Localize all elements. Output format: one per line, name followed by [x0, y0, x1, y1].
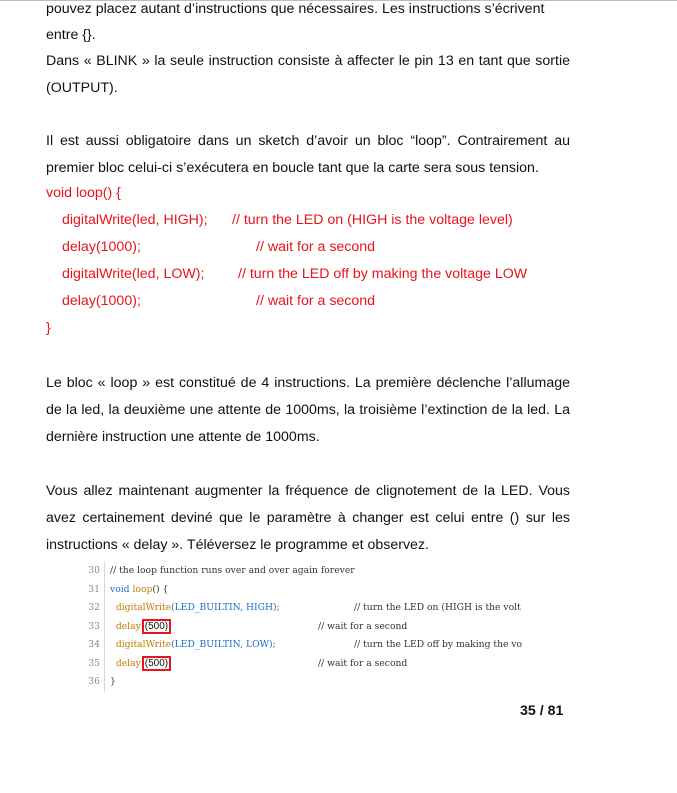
code-comment-3: // turn the LED off by making the voltage LOW [238, 266, 528, 282]
loop-intro-paragraph: Il est aussi obligatoire dans un sketch d’avoir un bloc “loop”. Contrairement au premier bloc celui-ci s’exécutera en boucle tant que la carte sera sous tension. [46, 133, 570, 176]
line-number: 34 [88, 639, 100, 650]
ide-text: () { [152, 583, 169, 595]
code-comment-1: // turn the LED on (HIGH is the voltage level) [232, 212, 513, 228]
line-number: 35 [88, 657, 100, 669]
ide-code-screenshot [74, 562, 574, 692]
ide-line-34 [110, 636, 276, 655]
code-comment-4: // wait for a second [256, 293, 376, 309]
task-paragraph: Vous allez maintenant augmenter la fréquence de clignotement de la LED. Vous avez certainement deviné que le paramètre à changer est celui entre () sur les instructions « delay ». Téléversez le programme et observez. [46, 483, 570, 553]
ide-function: delay [115, 620, 141, 632]
page-number: 35 / 81 [520, 703, 564, 719]
ide-line-31 [110, 581, 168, 600]
ide-comment-32: // turn the LED on (HIGH is the volt [354, 602, 521, 613]
line-number: 32 [88, 602, 100, 613]
ide-line-35 [110, 655, 172, 674]
ide-comment: // the loop function runs over and over again forever [110, 565, 355, 576]
highlight-box: (500) [142, 619, 171, 634]
line-number: 33 [88, 620, 100, 632]
ide-function: loop [132, 583, 153, 595]
code-stmt-1: digitalWrite(led, HIGH); [62, 212, 208, 228]
ide-comment-33: // wait for a second [318, 620, 408, 632]
ide-text: } [110, 676, 116, 687]
intro-line-2: entre {}. [46, 27, 96, 43]
ide-line-36 [110, 673, 116, 692]
ide-line-33 [110, 618, 172, 637]
highlight-box: (500) [142, 656, 171, 671]
ide-args: (LED_BUILTIN, LOW); [171, 639, 276, 650]
ide-gutter [74, 562, 105, 692]
ide-keyword: void [110, 583, 130, 595]
line-number: 30 [88, 565, 100, 576]
ide-function: digitalWrite [115, 639, 172, 650]
line-number: 31 [88, 583, 100, 595]
ide-args: (LED_BUILTIN, HIGH); [171, 602, 280, 613]
code-stmt-3: digitalWrite(led, LOW); [62, 266, 205, 282]
ide-line-30 [110, 562, 355, 581]
code-close: } [46, 320, 51, 336]
code-stmt-2: delay(1000); [62, 239, 141, 255]
intro-line-1: pouvez placez autant d’instructions que nécessaires. Les instructions s’écrivent [46, 1, 545, 17]
loop-explain-paragraph: Le bloc « loop » est constitué de 4 instructions. La première déclenche l’allumage de la led, la deuxième une attente de 1000ms, la troisième l’extinction de la led. La dernière instruction une attente de 1000ms. [46, 375, 570, 445]
ide-function: digitalWrite [115, 602, 172, 613]
ide-line-32 [110, 599, 280, 618]
code-open: void loop() { [46, 185, 121, 201]
ide-comment-34: // turn the LED off by making the vo [354, 639, 523, 650]
line-number: 36 [88, 676, 100, 687]
code-comment-2: // wait for a second [256, 239, 376, 255]
blink-paragraph: Dans « BLINK » la seule instruction consiste à affecter le pin 13 en tant que sortie (OUTPUT). [46, 53, 570, 96]
code-stmt-4: delay(1000); [62, 293, 141, 309]
ide-comment-35: // wait for a second [318, 657, 408, 669]
ide-function: delay [115, 657, 141, 669]
